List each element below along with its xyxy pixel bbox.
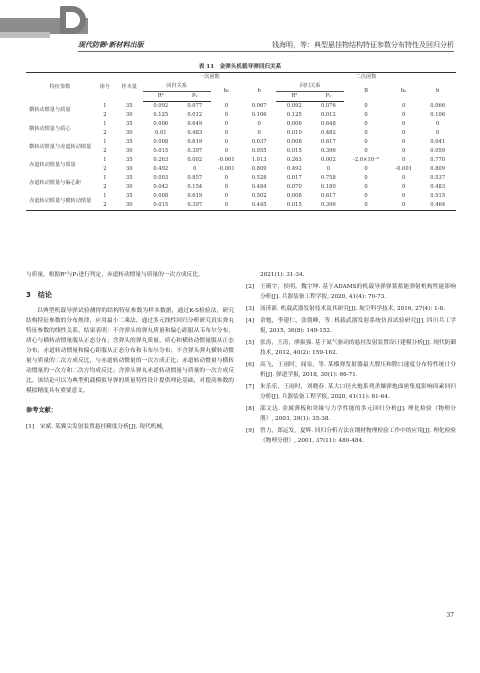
table-cell: 0 (364, 166, 368, 172)
table-cell: 2 (103, 166, 107, 172)
table-cell: 0.092 (286, 103, 302, 109)
journal-name: 现代防御·新材料出版 (78, 41, 144, 49)
header-rule (78, 51, 454, 52)
table-cell: 0 (364, 139, 368, 145)
table-cell: 0.015 (286, 148, 302, 154)
header-regression-1: 回归关系 (143, 82, 211, 92)
reference-number: [2] (246, 284, 255, 290)
table-cell: 0.492 (286, 166, 302, 172)
table-cell: 30 (116, 201, 143, 211)
table-cell: 0.809 (251, 166, 267, 172)
table-cell: 0 (401, 139, 406, 145)
table-cell: 0.263 (153, 157, 169, 163)
reference-text: 朱乐乐，王雨时，刘晓春. 某大口径火炮系列杀爆弹炮面密集度影响因素回归分析[J]. 兵器装备工程学报, 2020, 41(11): 61-64. (260, 384, 456, 400)
reference-continuation: 2021(1): 31-34. (260, 272, 305, 278)
table-cell: 0 (364, 130, 368, 136)
table-cell: 30 (125, 184, 133, 190)
table-cell: 2 (103, 184, 107, 190)
table-cell: 0.012 (187, 112, 203, 118)
header-feature: 特征参数 (26, 73, 94, 102)
table-cell: 0 (326, 166, 330, 172)
table-cell: 0.017 (286, 175, 302, 181)
feature-name-cell: 横转动惯量与赤道转动惯量 (29, 143, 92, 150)
table-cell: 0 (224, 112, 228, 118)
table-cell: -0.001 (395, 166, 412, 172)
body-paragraph: 与质量，根据R²与P₁进行判定，赤道转动惯量与质量的一次方成反比。 (26, 272, 204, 278)
table-cell: 0.617 (320, 193, 336, 199)
table-cell: 0 (224, 175, 228, 181)
header-B: B (364, 88, 368, 95)
table-cell: 0 (211, 201, 243, 211)
table-cell: -0.001 (218, 166, 235, 172)
reference-text: 宋斌. 某翼尖发射装置悬挂精度分析[J]. 现代机械, (40, 424, 164, 430)
table-cell: 0 (401, 148, 406, 154)
feature-name-cell: 横转动惯量与质心 (29, 125, 71, 132)
reference-number: [5] (246, 340, 255, 346)
table-caption: 表 11 金弹头机载导弹回归关系 (198, 64, 282, 70)
table-cell: 2 (103, 112, 107, 118)
table-cell: 0.002 (187, 157, 203, 163)
header-quadratic: 二次函数 (276, 73, 456, 83)
header-linear: 一次函数 (143, 73, 277, 83)
table-cell: 0.003 (153, 175, 169, 181)
header-b0-2: b₀ (400, 88, 407, 95)
table-cell: 0 (344, 201, 388, 211)
reference-number: [8] (246, 406, 255, 412)
table-cell: 0.012 (320, 112, 336, 118)
reference-item (246, 382, 456, 402)
table-cell: 0.263 (286, 157, 302, 163)
table-row (26, 120, 456, 129)
table-cell: 0.008 (153, 139, 169, 145)
table-cell: 0.006 (153, 121, 169, 127)
header-b-1: b (257, 88, 261, 95)
page-number: 37 (446, 612, 454, 619)
table-row (26, 192, 456, 201)
table-cell: 0 (224, 148, 228, 154)
table-cell: 0.537 (430, 175, 446, 181)
table-cell: 0.396 (320, 148, 336, 154)
table-cell: 0.008 (286, 193, 302, 199)
header-R2-2: R² (276, 92, 312, 102)
reference-text: 邵文达. 金属薄板和突缘与力学性能的多元回归分析[J]. 理化检验（物理分册）, 2003, 39(1): 35-38. (260, 406, 456, 422)
table-cell: 0 (401, 175, 406, 181)
table-cell: 0 (364, 193, 368, 199)
table-cell: 0.076 (320, 103, 336, 109)
table-cell: 0.617 (320, 139, 336, 145)
table-cell: 0 (224, 184, 228, 190)
reference-item (246, 338, 456, 358)
table-cell: 30 (125, 112, 133, 118)
table-cell: 0.106 (430, 112, 446, 118)
table-cell: 0 (364, 112, 368, 118)
table-cell: 0 (224, 139, 228, 145)
reference-number: [3] (246, 306, 255, 312)
table-cell: 0.483 (430, 184, 446, 190)
table-cell: 0.059 (430, 148, 446, 154)
table-cell: 0.758 (320, 175, 336, 181)
table-cell: 0.125 (153, 112, 169, 118)
table-cell: 0.482 (320, 130, 336, 136)
table-cell: 30 (125, 130, 133, 136)
table-cell: 0.125 (286, 112, 302, 118)
table-cell: 0.502 (251, 193, 267, 199)
header-sample-size: 样本量 (116, 73, 143, 102)
table-cell: 30 (125, 148, 133, 154)
table-cell: 0.515 (430, 193, 446, 199)
table-cell: 2 (103, 130, 107, 136)
table-cell: 0.648 (320, 121, 336, 127)
table-cell: 0.484 (251, 184, 267, 190)
reference-item (246, 404, 456, 424)
table-cell: 1 (103, 139, 107, 145)
feature-name-cell: 赤道转动惯量与偏心距 (29, 179, 81, 186)
reference-item (246, 426, 456, 446)
table-cell: 0 (364, 148, 368, 154)
table-cell: 0.066 (430, 102, 446, 109)
table-cell: 0.397 (187, 148, 203, 154)
table-cell: 0 (401, 112, 406, 118)
table-cell: 0 (224, 130, 228, 136)
header-R2-1: R² (143, 92, 179, 102)
table-cell: 0.397 (179, 201, 211, 211)
running-title: 钱海明，等：典型悬挂物结构特征参数分布特性及回归分析 (272, 41, 454, 49)
reference-item (246, 360, 456, 380)
table-cell: 0.008 (286, 139, 302, 145)
table-cell: 0.445 (242, 201, 276, 211)
table-cell: 0 (257, 121, 261, 127)
table-cell: 0.01 (155, 130, 167, 136)
table-cell: 0 (401, 193, 406, 199)
table-cell: 0 (436, 121, 440, 127)
header-regression-2: 回归关系 (276, 82, 344, 92)
table-cell: 0 (401, 130, 406, 136)
journal-logo-stub (0, 32, 50, 38)
table-cell: 0.092 (153, 103, 169, 109)
reference-item (246, 282, 456, 302)
reference-list (246, 282, 456, 446)
table-cell: 0.483 (187, 130, 203, 136)
references-heading: 参考文献： (26, 407, 57, 414)
table-cell: -2.0×10⁻⁶ (353, 157, 379, 163)
table-cell: 1 (103, 193, 107, 199)
table-cell: 0.396 (313, 201, 345, 211)
page-header (0, 0, 480, 52)
right-column (246, 270, 456, 448)
section-heading: 3 结论 (26, 291, 52, 299)
reference-number: [1] (26, 424, 35, 430)
table-cell: 0.002 (320, 157, 336, 163)
table-cell: 0.070 (286, 184, 302, 190)
table-cell: 0.010 (286, 130, 302, 136)
left-column (26, 270, 234, 434)
table-cell: 0.492 (153, 166, 169, 172)
table-cell: 0 (364, 175, 368, 181)
table-cell: 1.013 (251, 157, 267, 163)
table-cell: 0 (193, 166, 197, 172)
reference-item (246, 316, 456, 336)
table-cell: 0.649 (187, 121, 203, 127)
table-cell: 0.154 (187, 184, 203, 190)
table-cell: 0.015 (143, 201, 179, 211)
table-cell: 0 (364, 121, 368, 127)
table-cell: 0 (224, 193, 228, 199)
conclusion-paragraph: 以典型机载导弹试验测得的结构特征参数为样本数据，通过K-S检验法，研究结构特征参数的分布规律，应用最小二乘法，通过多元线性回归分析研究真实弹丸特征参数的线性关系。结果表明：不含弹头的弹丸质量和偏心距服从韦布尔分布，质心与横转动惯量服从正态分布；含弹头的弹丸质量、质心和横转动惯量服从正态分布，赤道转动惯量和偏心距服从正态分布和韦布尔分布；不含弹头弹丸横转动惯量与质量的二次方成反比，与赤道转动惯量的一次方成正比；赤道转动惯量与横转动惯量的一次方和二次方均成反比；含弹头弹丸赤道转动惯量与质量的一次方成反比。该结论可以为典型机载模拟导弹的质量特性设计提供理论基础，对提高参数的模拟精度具有重要意义。 (26, 308, 234, 394)
table-cell: 0 (257, 130, 261, 136)
table-cell: 0.055 (251, 148, 267, 154)
table-cell: 2 (103, 148, 107, 154)
table-cell: 0 (224, 121, 228, 127)
table-cell: 35 (125, 102, 133, 109)
table-cell: 0.464 (419, 201, 456, 211)
reference-text: 王殿宇，侯明，魏宇坤. 基于ADAMS的机载导弹弹簧蓄能弹射机构性能影响分析[J]. 兵器装备工程学报, 2020, 41(4): 70-73. (260, 284, 456, 300)
table-cell: 0 (436, 130, 440, 136)
table-cell: 0.180 (320, 184, 336, 190)
table-cell: 30 (125, 166, 133, 172)
table-cell: 0.015 (276, 201, 312, 211)
reference-item (26, 422, 234, 432)
reference-text: 高飞，王雨时，闻泉，等. 某榴弹发射器最大膛压和膛口速度分布特性统计分析[J]. 弹道学报, 2018, 30(1): 66-71. (260, 362, 456, 378)
table-cell: 0.809 (430, 166, 446, 172)
table-cell: 0 (388, 201, 420, 211)
table-cell: 0.008 (153, 193, 169, 199)
table-cell: 0.042 (153, 184, 169, 190)
table-row (26, 174, 456, 183)
header-P-1: P₁ (179, 92, 211, 102)
table-cell: 0.528 (251, 175, 267, 181)
table-cell: 2 (94, 201, 116, 211)
reference-text: 余勉，李建仁，张朝峰，等. 机载武器发射系统仿真试验研究[J]. 四川兵工学报, 2015, 36(8): 149-152. (260, 318, 456, 334)
table-cell: 0.067 (251, 102, 267, 109)
table-cell: 0.015 (153, 148, 169, 154)
header-b-2: b (436, 88, 440, 95)
reference-number: [7] (246, 384, 255, 390)
reference-item (246, 304, 456, 314)
header-P-2: P₁ (313, 92, 345, 102)
feature-name-cell: 横转动惯量与质量 (29, 107, 71, 114)
table-cell: 0 (364, 102, 368, 109)
table-cell: 0.037 (251, 139, 267, 145)
reference-number: [9] (246, 428, 255, 434)
table-cell: 0.770 (430, 157, 446, 163)
table-cell: 0.041 (430, 139, 446, 145)
table-cell: 35 (125, 193, 133, 199)
table-cell: 0.857 (187, 175, 203, 181)
table-row (26, 102, 456, 112)
table-cell: 0 (401, 157, 406, 163)
table-cell: 35 (125, 175, 133, 181)
header-b0-1: b₀ (223, 88, 230, 95)
regression-table (26, 72, 456, 211)
table-cell: 0 (401, 121, 406, 127)
feature-name-cell: 赤道转动惯量与质量 (29, 161, 76, 168)
table-cell: 0.106 (251, 112, 267, 118)
table-row (26, 156, 456, 165)
table-cell: -0.001 (218, 157, 235, 163)
table-cell: 0.006 (286, 121, 302, 127)
reference-text: 张涛，王涛，廖振强. 基于氮气驱动的悬挂发射装置设计建模分析[J]. 现代防御技术, 2012, 40(2): 159-162. (260, 340, 456, 356)
table-cell: 35 (125, 139, 133, 145)
table-cell: 35 (125, 157, 133, 163)
header-group: 组号 (94, 73, 116, 102)
table-cell: 0.619 (187, 193, 203, 199)
table-cell: 0 (364, 184, 368, 190)
table-cell: 0.077 (187, 103, 203, 109)
table-cell: 0.619 (187, 139, 203, 145)
table-cell: 1 (103, 175, 107, 181)
table-cell: 1 (103, 102, 107, 109)
table-cell: 0 (401, 184, 406, 190)
table-cell: 1 (103, 121, 107, 127)
feature-name-cell: 赤道转动惯量与横转动惯量 (26, 192, 94, 211)
table-cell: 0 (401, 102, 406, 109)
table-row (26, 138, 456, 147)
table-cell: 35 (125, 121, 133, 127)
reference-text: 曾力，郑运发，夏辉. 回归分析方法在钢材物理检验工作中的应用[J]. 理化检验（物理分册）, 2001, 37(11): 480-484. (260, 428, 456, 444)
table-cell: 0 (224, 102, 228, 109)
table-cell: 1 (103, 157, 107, 163)
reference-number: [6] (246, 362, 255, 368)
reference-number: [4] (246, 318, 255, 324)
reference-text: 汤济新. 机载武器发射技术及其研究[J]. 航空科学技术, 2016, 27(4): 1-8. (260, 306, 446, 312)
